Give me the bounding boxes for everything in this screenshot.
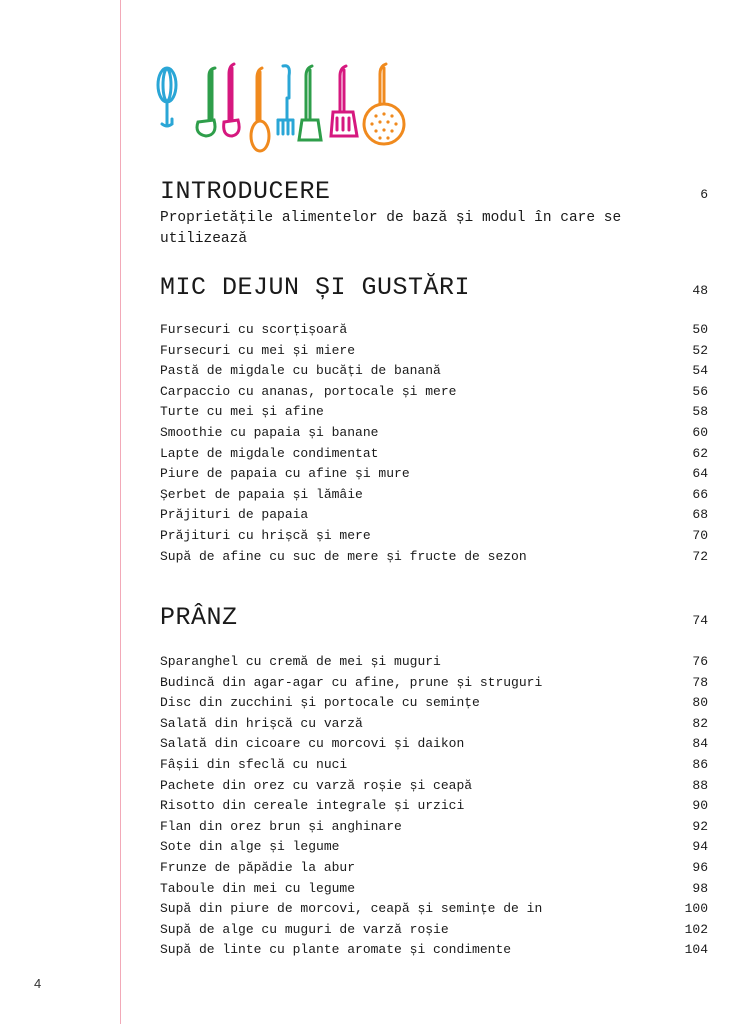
toc-entry-page-number: 88: [692, 777, 708, 793]
toc-entry-title: Smoothie cu papaia și banane: [160, 424, 379, 440]
toc-entry: [160, 879, 708, 900]
toc-entry-title: Fâșii din sfeclă cu nuci: [160, 756, 348, 772]
toc-entry-page-number: 98: [692, 880, 708, 896]
whisk-icon: [158, 68, 176, 126]
entry-list-mic-dejun: [160, 320, 708, 567]
toc-entry-page-number: 66: [692, 486, 708, 502]
toc-entry-title: Piure de papaia cu afine și mure: [160, 466, 410, 482]
toc-entry-page-number: 94: [692, 839, 708, 855]
toc-entry-title: Flan din orez brun și anghinare: [160, 818, 402, 834]
toc-entry-page-number: 86: [692, 756, 708, 772]
toc-entry: [160, 341, 708, 362]
toc-entry: [160, 320, 708, 341]
section-page-number: 48: [692, 283, 708, 298]
section-page-number: 6: [700, 187, 708, 202]
toc-entry-page-number: 84: [692, 736, 708, 752]
section-subtitle: Proprietățile alimentelor de bază și modul în care se utilizează: [160, 210, 622, 247]
toc-entry: [160, 526, 708, 547]
toc-entry-title: Salată din cicoare cu morcovi și daikon: [160, 736, 465, 752]
toc-entry-page-number: 92: [692, 818, 708, 834]
toc-entry: [160, 652, 708, 673]
toc-entry-title: Fursecuri cu scorțișoară: [160, 322, 348, 337]
toc-entry-page-number: 72: [692, 548, 708, 564]
toc-entry-page-number: 96: [692, 859, 708, 875]
toc-entry-title: Disc din zucchini și portocale cu semințe: [160, 695, 480, 711]
toc-entry: [160, 755, 708, 776]
toc-entry-title: Salată din hrișcă cu varză: [160, 715, 363, 731]
ladle-icon: [197, 68, 215, 136]
fork-icon: [278, 66, 293, 134]
slotted-spatula-icon: [331, 66, 357, 136]
page-number: 4: [34, 976, 42, 991]
toc-entry-title: Supă de alge cu muguri de varză roșie: [160, 921, 449, 937]
toc-entry-title: Taboule din mei cu legume: [160, 880, 356, 896]
section-title: INTRODUCERE: [160, 177, 331, 206]
toc-entry-title: Turte cu mei și afine: [160, 404, 324, 420]
section-introducere: [160, 178, 708, 250]
toc-entry-title: Prăjituri cu hrișcă și mere: [160, 527, 371, 543]
section-page-number: 74: [692, 613, 708, 628]
toc-entry-page-number: 62: [692, 445, 708, 461]
toc-entry: [160, 920, 708, 941]
toc-entry-title: Budincă din agar-agar cu afine, prune și struguri: [160, 674, 543, 690]
skimmer-icon: [364, 64, 404, 144]
section-title: MIC DEJUN ȘI GUSTĂRI: [160, 273, 471, 302]
toc-entry-title: Pastă de migdale cu bucăți de banană: [160, 363, 441, 379]
toc-entry-page-number: 76: [692, 654, 708, 669]
toc-entry-page-number: 78: [692, 674, 708, 690]
toc-entry-title: Supă din piure de morcovi, ceapă și semințe de in: [160, 901, 543, 917]
utensils-illustration: [150, 60, 420, 160]
toc-entry-title: Carpaccio cu ananas, portocale și mere: [160, 383, 457, 399]
toc-entry-page-number: 82: [692, 715, 708, 731]
toc-entry: [160, 361, 708, 382]
ladle-small-icon: [224, 64, 239, 136]
margin-line: [120, 0, 121, 1024]
toc-entry-title: Supă de afine cu suc de mere și fructe de sezon: [160, 548, 527, 564]
toc-entry-title: Frunze de păpădie la abur: [160, 859, 356, 875]
toc-entry-page-number: 68: [692, 507, 708, 523]
toc-entry: [160, 796, 708, 817]
toc-entry-title: Sparanghel cu cremă de mei și muguri: [160, 654, 441, 669]
toc-entry-title: Risotto din cereale integrale și urzici: [160, 798, 465, 814]
toc-entry: [160, 940, 708, 961]
spatula-green-icon: [299, 66, 321, 140]
toc-entry-page-number: 58: [692, 404, 708, 420]
toc-entry-title: Sote din alge și legume: [160, 839, 340, 855]
entry-list-pranz: [160, 652, 708, 961]
section-mic-dejun: [160, 274, 708, 302]
toc-entry-title: Pachete din orez cu varză roșie și ceapă: [160, 777, 473, 793]
toc-entry: [160, 402, 708, 423]
toc-entry-page-number: 64: [692, 466, 708, 482]
toc-entry: [160, 382, 708, 403]
toc-entry-page-number: 52: [692, 342, 708, 358]
toc-entry: [160, 464, 708, 485]
toc-entry: [160, 423, 708, 444]
toc-entry: [160, 837, 708, 858]
section-title: PRÂNZ: [160, 603, 238, 632]
toc-entry-title: Lapte de migdale condimentat: [160, 445, 379, 461]
toc-entry-page-number: 100: [684, 901, 708, 917]
toc-entry-page-number: 80: [692, 695, 708, 711]
toc-entry-page-number: 70: [692, 527, 708, 543]
spoon-icon: [251, 68, 269, 151]
toc-entry: [160, 858, 708, 879]
toc-entry: [160, 485, 708, 506]
toc-entry: [160, 673, 708, 694]
toc-entry: [160, 899, 708, 920]
toc-entry-page-number: 56: [692, 383, 708, 399]
toc-entry: [160, 734, 708, 755]
toc-entry-page-number: 54: [692, 363, 708, 379]
toc-entry-title: Șerbet de papaia și lămâie: [160, 486, 363, 502]
toc-entry: [160, 776, 708, 797]
toc-entry-title: Fursecuri cu mei și miere: [160, 342, 356, 358]
toc-entry: [160, 444, 708, 465]
toc-entry-page-number: 90: [692, 798, 708, 814]
toc-entry-title: Supă de linte cu plante aromate și condimente: [160, 942, 512, 958]
toc-entry-page-number: 104: [684, 942, 708, 958]
section-pranz: [160, 604, 708, 632]
toc-entry-page-number: 60: [692, 424, 708, 440]
toc-entry: [160, 714, 708, 735]
toc-entry-title: Prăjituri de papaia: [160, 507, 309, 523]
toc-entry: [160, 693, 708, 714]
toc-entry: [160, 547, 708, 568]
toc-entry-page-number: 50: [692, 322, 708, 337]
toc-entry: [160, 505, 708, 526]
toc-entry: [160, 817, 708, 838]
toc-entry-page-number: 102: [684, 921, 708, 937]
